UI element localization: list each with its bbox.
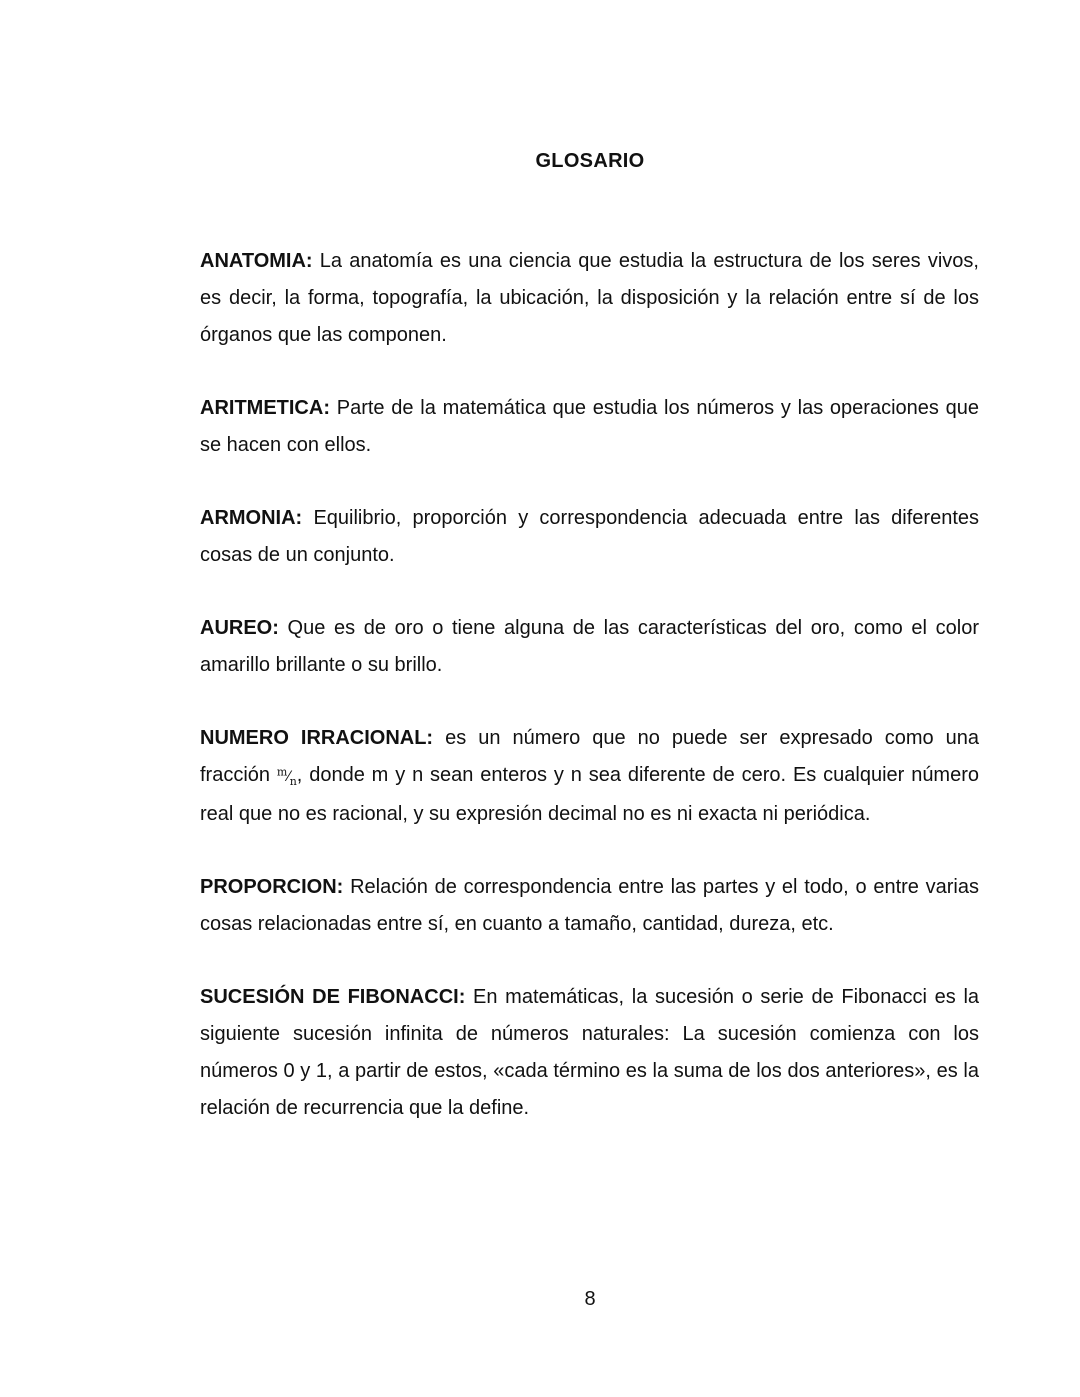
fraction-denominator: n <box>289 774 297 788</box>
glossary-entry-aritmetica <box>200 390 979 464</box>
glossary-definition: Relación de correspondencia entre las partes y el todo, o entre varias cosas relacionadas entre sí, en cuanto a tamaño, cantidad, dureza, etc. <box>200 876 979 935</box>
glossary-entry-armonia <box>200 500 979 574</box>
fraction-m-over-n: $^m⁄_n$ <box>276 765 297 788</box>
glossary-definition: La anatomía es una ciencia que estudia la estructura de los seres vivos, es decir, la forma, topografía, la ubicación, la disposición y la relación entre sí de los órganos que las componen. <box>200 250 979 346</box>
glossary-entry-sucesion-fibonacci <box>200 979 979 1127</box>
glossary-definition: Parte de la matemática que estudia los números y las operaciones que se hacen con ellos. <box>200 397 980 456</box>
glossary-definition-continued: , donde m y n sean enteros y n sea diferente de cero. Es cualquier número real que no es racional, y su expresión decimal no es ni exacta ni periódica. <box>200 764 980 825</box>
glossary-term: NUMERO IRRACIONAL: <box>200 727 434 749</box>
glossary-entry-proporcion <box>200 869 979 943</box>
glossary-term: PROPORCION: <box>200 876 344 898</box>
glossary-definition: Que es de oro o tiene alguna de las características del oro, como el color amarillo brillante o su brillo. <box>200 617 979 676</box>
fraction-numerator: m <box>276 765 288 779</box>
glossary-term: ARITMETICA: <box>200 397 330 419</box>
page-title: GLOSARIO <box>535 150 645 172</box>
glossary-term: ARMONIA: <box>200 507 303 529</box>
page-number: 8 <box>584 1288 596 1310</box>
glossary-entry-numero-irracional <box>200 720 979 833</box>
glossary-term: AUREO: <box>200 617 279 639</box>
glossary-definition: es un número que no puede ser expresado como una fracción <box>200 727 980 786</box>
glossary-term: SUCESIÓN DE FIBONACCI: <box>200 986 466 1008</box>
glossary-list <box>200 243 979 1163</box>
glossary-entry-aureo <box>200 610 979 684</box>
glossary-definition: Equilibrio, proporción y correspondencia adecuada entre las diferentes cosas de un conjunto. <box>200 507 979 566</box>
glossary-definition: En matemáticas, la sucesión o serie de Fibonacci es la siguiente sucesión infinita de números naturales: La sucesión comienza con los números 0 y 1, a partir de estos, «cada término es la suma de los dos anteriores», es la relación de recurrencia que la define. <box>200 986 980 1119</box>
glossary-term: ANATOMIA: <box>200 250 313 272</box>
glossary-entry-anatomia <box>200 243 979 354</box>
